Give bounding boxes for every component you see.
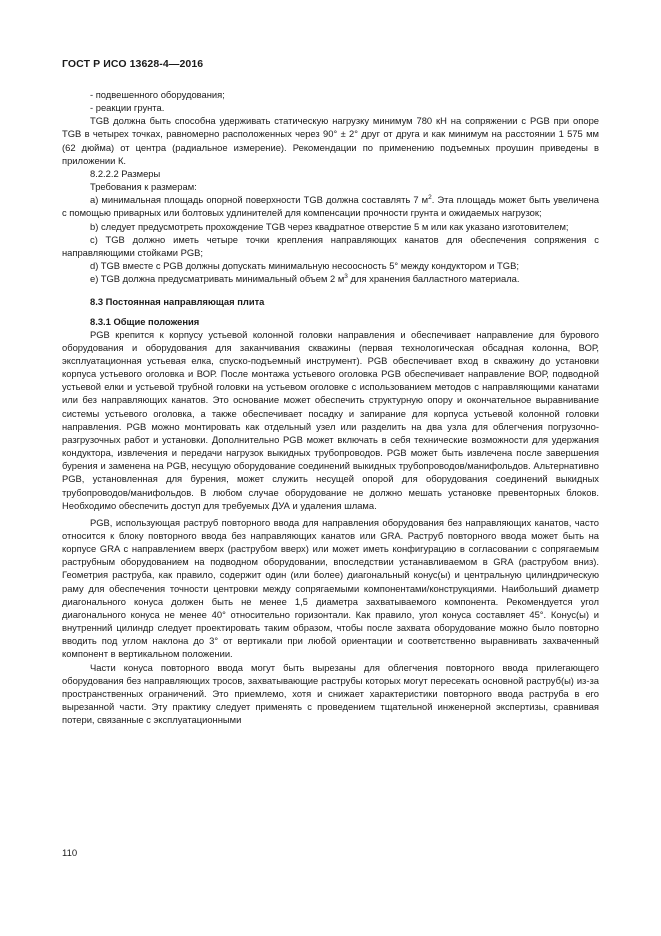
paragraph-size-requirements: Требования к размерам: bbox=[90, 181, 197, 193]
standard-header: ГОСТ Р ИСО 13628-4—2016 bbox=[62, 58, 204, 70]
requirement-d: d) TGB вместе с PGB должны допускать минимальную несоосность 5° между кондуктором и TGB; bbox=[90, 260, 519, 272]
requirement-c: c) TGB должно иметь четыре точки крепления направляющих канатов для обеспечения сопряжения с направляющими стойками PGB; bbox=[62, 233, 599, 258]
requirement-a-text-cont: . Эта площадь может быть увеличена с помощью приварных или болтовых удлинителей для компенсации прочности грунта и ожидаемых нагрузок; bbox=[62, 194, 600, 219]
paragraph-cone-parts: Части конуса повторного ввода могут быть вырезаны для облегчения повторного ввода прилегающего оборудования без направляющих тросов, захватывающие раструбы которых могут пересекать основной раструб(ы) из-за пространственных ограничений. Это приемлемо, хотя и снижает характеристики повторного ввода раструба в его вырезанной части. Эту практику следует применять с проведением тщательной инженерной экспертизы, сравнивая потери, связанные с эксплуатационными bbox=[62, 661, 599, 726]
requirement-b: b) следует предусмотреть прохождение TGB через квадратное отверстие 5 м или как указано изготовителем; bbox=[90, 220, 569, 232]
superscript-2: 2 bbox=[428, 194, 432, 202]
section-8-2-2-2: 8.2.2.2 Размеры bbox=[90, 167, 161, 179]
requirement-e bbox=[62, 272, 599, 285]
section-heading-8-3-1: 8.3.1 Общие положения bbox=[90, 315, 200, 327]
page-number: 110 bbox=[62, 848, 78, 859]
requirement-a-text: а) минимальная площадь опорной поверхности TGB должна составлять 7 м bbox=[90, 194, 429, 206]
page-content bbox=[62, 88, 599, 726]
list-item-equipment: - подвешенного оборудования; bbox=[90, 89, 225, 100]
requirement-a bbox=[62, 193, 599, 219]
section-heading-8-3: 8.3 Постоянная направляющая плита bbox=[90, 296, 265, 308]
list-item-soil: - реакции грунта. bbox=[90, 102, 165, 114]
paragraph-tgb-load: TGB должна быть способна удерживать статическую нагрузку минимум 780 кН на сопряжении с PGB при опоре TGB в четырех точках, равномерно расположенных через 90° ± 2° друг от друга и как минимум на расстоянии 1 575 мм (62 дюйма) от центра (радиальное измерение). Рекомендации по применению подъемных проушин приведены в приложении К. bbox=[62, 115, 599, 166]
paragraph-gra: PGB, использующая раструб повторного ввода для направления оборудования без направляющих канатов, часто относится к блоку повторного ввода без направляющих канатов или GRA. Раструб повторного ввода может быть на корпусе GRA с направлением вверх (раструбом вверх) или может иметь конфигурацию в согласовании с сопрягаемым раструбным оборудованием на подводном оборудовании, впоследствии устанавливаемом в GRA (раструбом вниз). Геометрия раструба, как правило, содержит один (или более) диагональный конус(ы) и центральную цилиндрическую раму для обеспечения точности центровки между сопрягаемыми компонентами/конструкциями. Наибольший диаметр диагонального конуса должен быть не менее 1,5 диаметра захватываемого компонента. Рекомендуется угол диагонального конуса не менее 40° относительно горизонтали. Как правило, угол конуса составляет 45°. Конус(ы) и внутренний цилиндр следует проектировать таким образом, чтобы после захвата оборудование можно было повторно вводить под углом наклона до 3° от вертикали при любой ориентации и соответственно выравнивать захваченный компонент в вертикальном положении. bbox=[62, 516, 599, 660]
requirement-e-text: e) TGB должна предусматривать минимальный объем 2 м bbox=[90, 273, 345, 285]
paragraph-pgb-general: PGB крепится к корпусу устьевой колонной головки направления и обеспечивает направление для бурового оборудования и оборудования для заканчивания скважины (первая технологическая обсадная колонна, ВОР, эксплуатационная устьевая елка, спуско-подъемный инструмент). PGB обеспечивает вход в скважину до установки корпуса устьевого оголовка и ВОР. После монтажа устьевого оголовка PGB обеспечивает направление ВОР, подводной устьевой елки и устьевой трубной головки на устьевом оголовке с использованием методов с направляющими канатами или без направляющих канатов. Это основание может обеспечить структурную опору и окончательное выравнивание системы устьевого оголовка, а также обеспечивает посадку и запирание для корпуса устьевой колонной головки направления. PGB можно монтировать как отдельный узел или разделить на два узла для облегчения погрузочно-разгрузочных работ и установки. Дополнительно PGB может включать в себя технические возможности для удержания кондуктора, извлечения и передачи нагрузок выкидных трубопроводов. PGB может быть извлечена после завершения бурения и заменена на PGB, несущую оборудование соединений выкидных трубопроводов/манифольдов. Альтернативно PGB, установленная для бурения, может служить несущей опорой для оборудования соединений выкидных трубопроводов/манифольдов. В любом случае оборудование не должно мешать установке превенторных блоков. Необходимо обеспечить доступ для требуемых ДУА и удаления шлама. bbox=[62, 328, 599, 511]
requirement-e-text-cont: для хранения балластного материала. bbox=[347, 273, 520, 285]
superscript-3: 3 bbox=[344, 273, 348, 281]
